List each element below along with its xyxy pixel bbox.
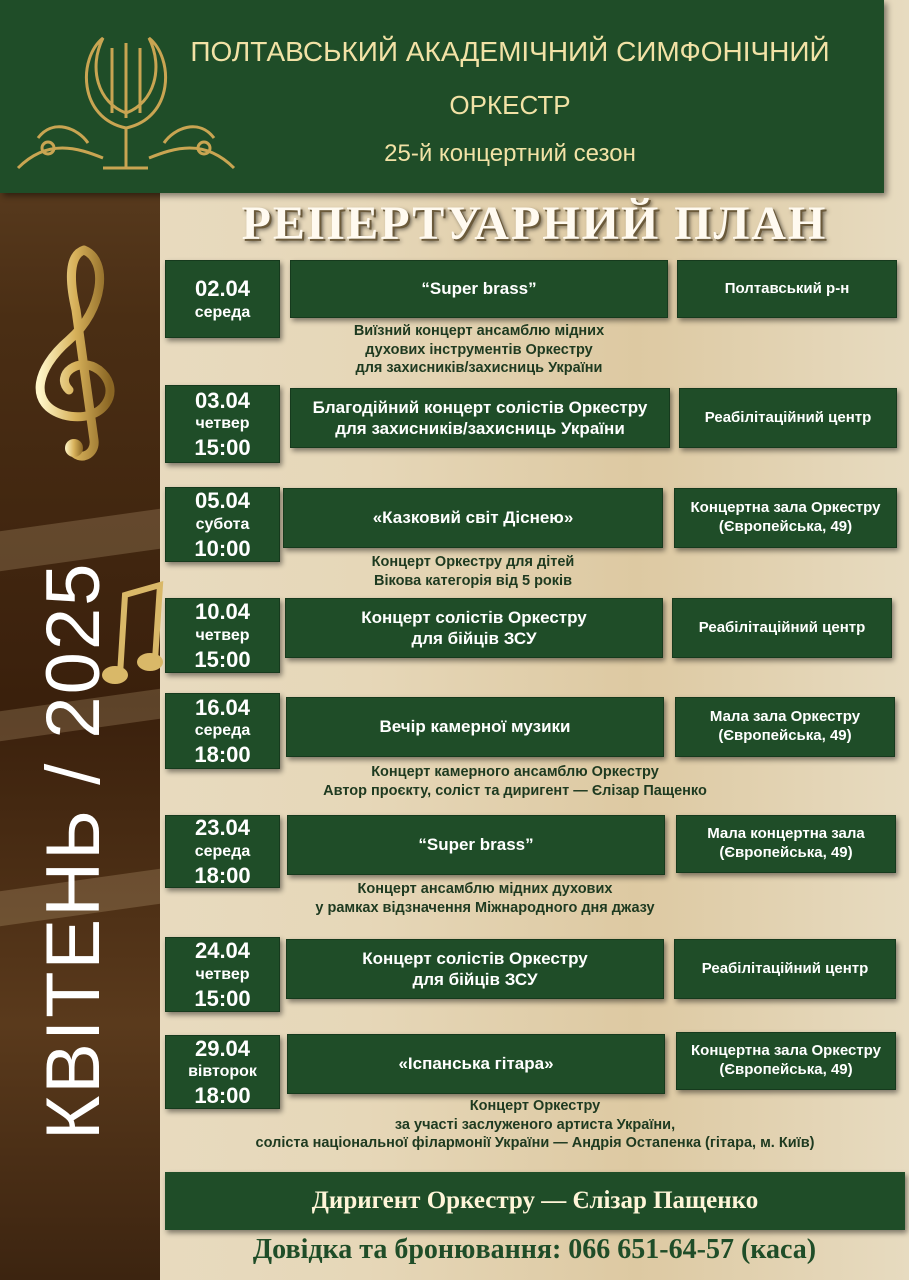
event-date-box [165,385,280,463]
orchestra-name-line1: ПОЛТАВСЬКИЙ АКАДЕМІЧНИЙ СИМФОНІЧНИЙ [190,36,830,67]
event-title-box [285,598,663,658]
booking-contact: Довідка та бронювання: 066 651-64-57 (каса) [252,1234,817,1265]
event-title: Концерт солістів Оркестру для бійців ЗСУ [362,948,588,989]
event-date: 16.04 [194,694,251,720]
event-date-box [165,487,280,562]
note-line: Концерт Оркестру [469,1098,601,1114]
treble-clef-icon [14,240,144,470]
event-title: Концерт солістів Оркестру для бійців ЗСУ [361,607,587,648]
event-venue-box [672,598,892,658]
event-time: 10:00 [194,535,251,561]
event-note [250,880,720,917]
event-date-box [165,937,280,1012]
event-title-box [290,260,668,318]
event-date-box [165,260,280,338]
orchestra-name-line2: ОРКЕСТР [449,90,571,120]
note-line: Концерт камерного ансамблю Оркестру [371,764,659,780]
event-venue: Реабілітаційний центр [704,408,872,426]
event-title: “Super brass” [418,835,534,855]
event-venue: Концертна зала Оркестру (Європейська, 49) [691,1042,881,1078]
event-weekday: вівторок [188,1063,257,1080]
event-title-box [287,1034,665,1094]
event-title-box [290,388,670,448]
event-title: Вечір камерної музики [379,717,571,737]
event-venue: Реабілітаційний центр [701,959,869,977]
note-line: Автор проєкту, соліст та диригент — Єлізар Пащенко [323,782,707,799]
event-venue-box [676,1032,896,1090]
event-title-box [287,815,665,875]
event-title-box [286,697,664,757]
event-title: «Казковий світ Діснею» [372,508,574,528]
event-venue: Концертна зала Оркестру (Європейська, 49) [690,499,881,535]
event-title: Благодійний концерт солістів Оркестру для захисників/захисниць України [312,397,648,438]
note-line: соліста національної філармонії України — Андрія Остапенка (гітара, м. Київ) [255,1135,815,1152]
note-line: духових інструментів Оркестру [365,341,593,358]
event-date: 02.04 [194,276,251,302]
event-weekday: середа [194,842,251,860]
season-label: 25-й концертний сезон [384,140,636,167]
event-weekday: субота [195,515,250,533]
event-venue-box [674,488,897,548]
event-date: 29.04 [194,1035,251,1061]
event-time: 15:00 [194,435,251,460]
event-time: 15:00 [194,646,251,672]
conductor-banner [165,1172,905,1230]
note-line: Концерт ансамблю мідних духових [357,881,613,897]
event-note [290,322,668,378]
event-weekday: четвер [195,415,250,432]
event-date-box [165,598,280,673]
event-title: “Super brass” [421,279,537,299]
event-weekday: середа [194,722,251,739]
event-venue-box [679,388,897,448]
event-venue-box [676,815,896,873]
note-line: Концерт Оркестру для дітей [371,554,575,570]
event-date: 24.04 [194,938,251,963]
event-venue-box [674,939,896,999]
event-time: 18:00 [194,862,251,888]
event-date: 03.04 [194,387,251,413]
event-title-box [283,488,663,548]
header-banner [0,0,884,193]
event-weekday: четвер [195,626,250,644]
event-venue: Реабілітаційний центр [698,618,866,636]
event-note [250,763,780,800]
note-line: за участі заслуженого артиста України, [394,1116,676,1133]
event-date: 10.04 [194,599,251,624]
event-weekday: середа [194,303,251,321]
event-note [283,553,663,590]
event-time: 18:00 [194,1083,251,1108]
event-date-box [165,693,280,769]
event-venue-box [675,697,895,757]
event-date: 23.04 [194,815,251,840]
event-venue-box [677,260,897,318]
event-time: 18:00 [194,742,251,767]
event-date-box [165,815,280,888]
event-title: «Іспанська гітара» [398,1054,554,1074]
note-line: Виїзний концерт ансамблю мідних [353,323,605,339]
event-venue: Мала зала Оркестру (Європейська, 49) [709,708,861,744]
note-line: для захисників/захисниць України [355,360,603,377]
event-venue: Полтавський р-н [724,279,850,297]
event-title-box [286,939,664,999]
event-time: 15:00 [194,985,251,1011]
plan-title: РЕПЕРТУАРНИЙ ПЛАН [241,197,828,250]
event-date: 05.04 [194,488,251,513]
note-line: Вікова категорія від 5 років [374,572,572,589]
note-line: у рамках відзначення Міжнародного дня джазу [315,899,655,916]
event-venue: Мала концертна зала (Європейська, 49) [707,825,865,861]
conductor-text: Диригент Оркестру — Єлізар Пащенко [311,1187,759,1214]
event-note [165,1097,905,1153]
event-weekday: четвер [195,965,250,983]
month-year-vertical: КВІТЕНЬ / 2025 [31,561,116,1140]
